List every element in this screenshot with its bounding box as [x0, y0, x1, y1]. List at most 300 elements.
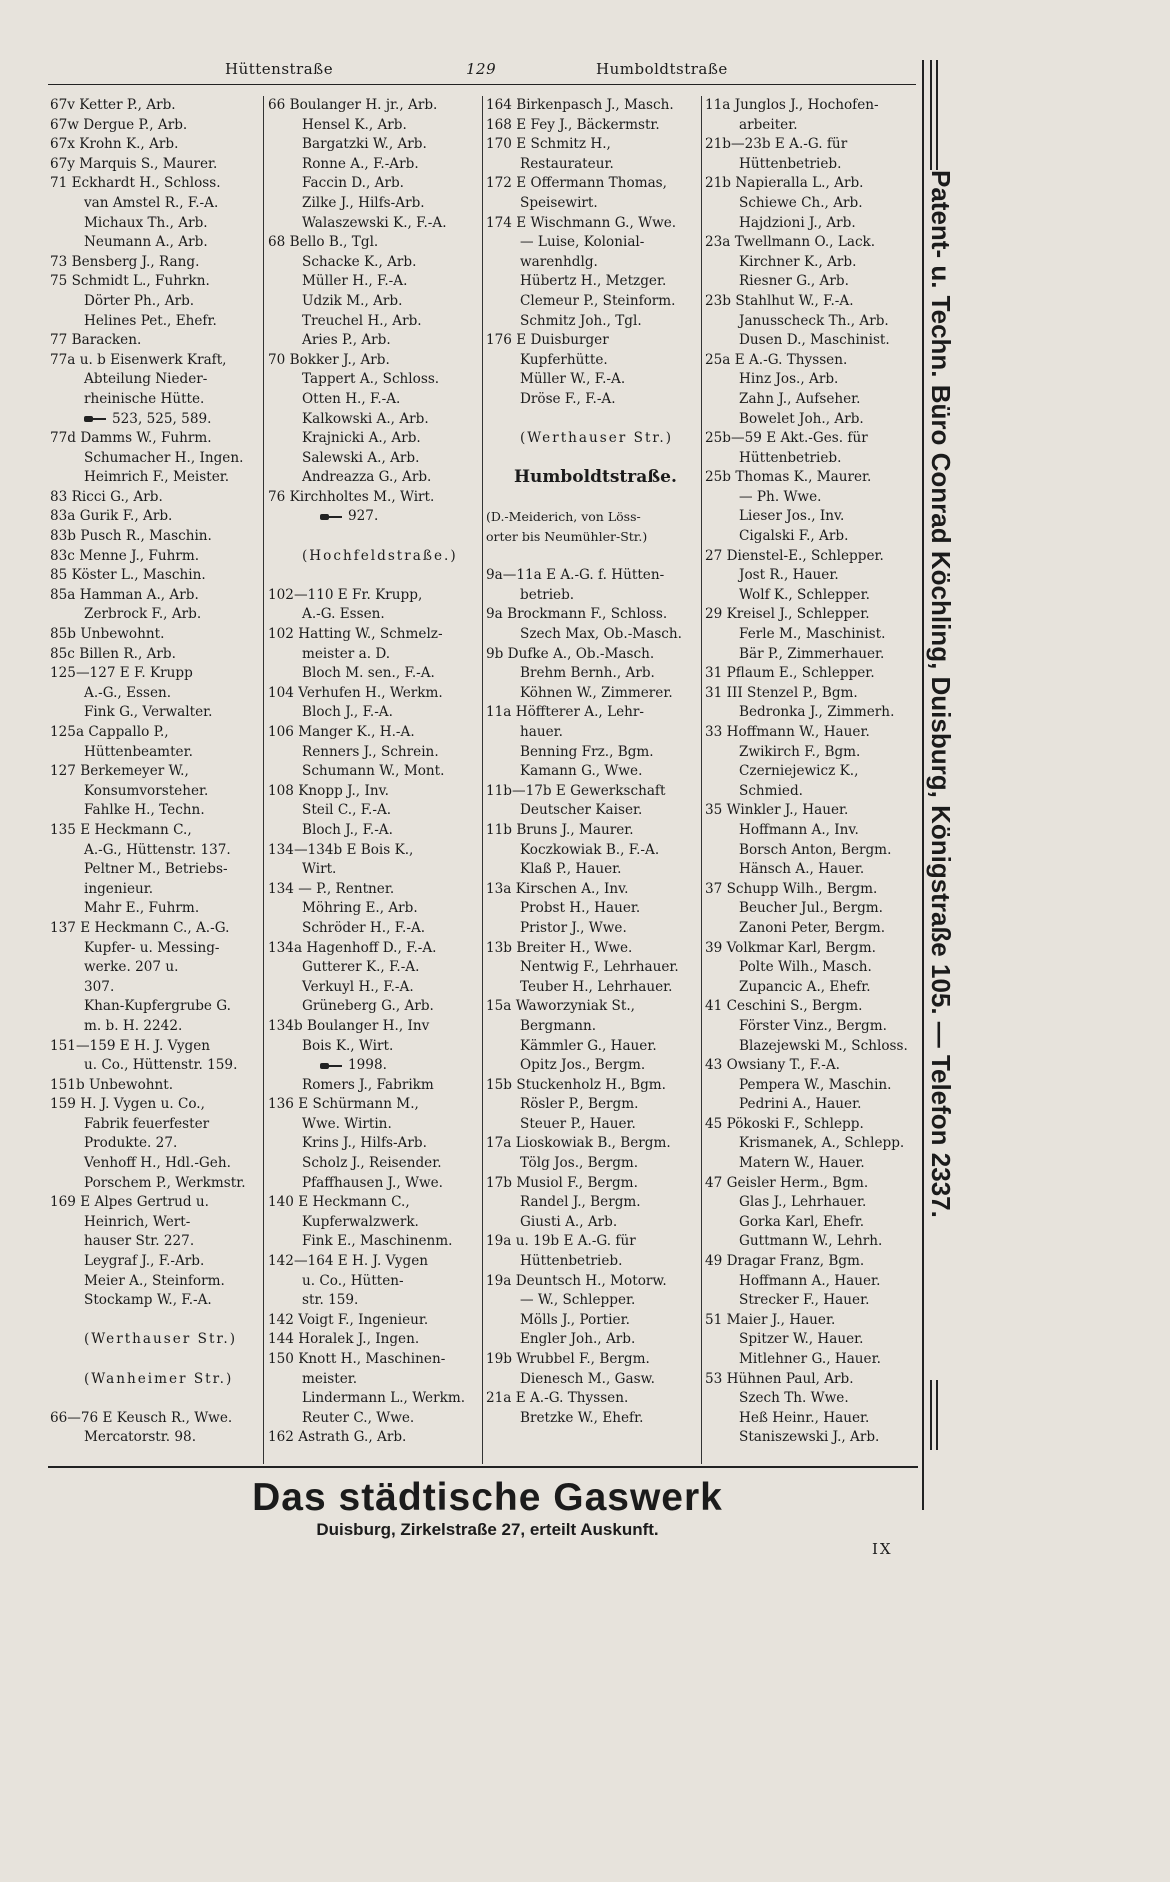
entry-text: Matern W., Hauer.: [739, 1155, 865, 1172]
blank-line: [268, 527, 480, 547]
entry-line: [486, 1252, 700, 1272]
entry-text: 66—76 E Keusch R., Wwe.: [50, 1409, 233, 1426]
entry-text: 43 Owsiany T., F.-A.: [705, 1057, 840, 1074]
entry-line: [268, 233, 480, 253]
column-divider: [263, 96, 264, 1464]
entry-line: [486, 429, 700, 449]
entry-text: Hüttenbeamter.: [84, 743, 193, 760]
entry-text: Bergmann.: [520, 1017, 597, 1034]
entry-line: [50, 116, 262, 136]
entry-line: [50, 1330, 262, 1350]
entry-text: 134a Hagenhoff D., F.-A.: [268, 939, 437, 956]
entry-line: [705, 978, 917, 998]
entry-line: [486, 821, 700, 841]
entry-text: Hänsch A., Hauer.: [739, 861, 865, 878]
entry-line: [268, 1134, 480, 1154]
entry-text: Blazejewski M., Schloss.: [739, 1037, 908, 1054]
entry-line: [268, 488, 480, 508]
entry-text: ingenieur.: [84, 880, 154, 897]
entry-text: Helines Pet., Ehefr.: [84, 312, 217, 329]
column-2: [268, 96, 480, 1448]
entry-line: [268, 468, 480, 488]
entry-text: Heinrich, Wert-: [84, 1213, 191, 1230]
entry-text: Steuer P., Hauer.: [520, 1115, 636, 1132]
entry-line: [268, 116, 480, 136]
entry-line: [50, 1056, 262, 1076]
entry-line: [705, 743, 917, 763]
entry-line: [50, 253, 262, 273]
entry-line: [268, 684, 480, 704]
column-3: [486, 96, 700, 1428]
page-number: 129: [466, 60, 497, 78]
entry-text: 11a Junglos J., Hochofen-: [705, 97, 879, 113]
entry-text: Zwikirch F., Bgm.: [739, 743, 861, 760]
header-rule: [48, 84, 916, 85]
side-border-line: [930, 60, 932, 170]
entry-line: [50, 1134, 262, 1154]
entry-text: 164 Birkenpasch J., Masch.: [486, 97, 674, 113]
entry-line: [486, 292, 700, 312]
entry-text: Borsch Anton, Bergm.: [739, 841, 892, 858]
entry-line: [486, 841, 700, 861]
entry-text: 927.: [348, 508, 379, 525]
entry-text: 134—134b E Bois K.,: [268, 841, 414, 858]
entry-line: [268, 1428, 480, 1448]
entry-text: 151—159 E H. J. Vygen: [50, 1037, 211, 1054]
entry-line: [50, 625, 262, 645]
entry-line: [705, 312, 917, 332]
entry-line: [705, 1213, 917, 1233]
entry-line: [705, 390, 917, 410]
advert-title: Das städtische Gaswerk: [252, 1476, 723, 1519]
entry-text: Schmied.: [739, 782, 803, 799]
entry-line: [268, 1017, 480, 1037]
entry-line: [268, 1330, 480, 1350]
entry-line: [705, 331, 917, 351]
entry-text: Humboldtstraße.: [514, 468, 677, 488]
entry-line: [486, 527, 700, 547]
entry-text: Kupfer- u. Messing-: [84, 939, 220, 956]
entry-line: [50, 978, 262, 998]
entry-text: A.-G., Hüttenstr. 137.: [84, 841, 231, 858]
entry-text: 15b Stuckenholz H., Bgm.: [486, 1076, 666, 1093]
entry-line: [486, 1213, 700, 1233]
entry-text: Kupferhütte.: [520, 351, 608, 368]
entry-text: 172 E Offermann Thomas,: [486, 175, 667, 192]
entry-line: [50, 96, 262, 116]
entry-line: [486, 782, 700, 802]
blank-line: [50, 1389, 262, 1409]
entry-text: Riesner G., Arb.: [739, 273, 849, 290]
entry-text: 170 E Schmitz H.,: [486, 136, 611, 153]
entry-line: [268, 899, 480, 919]
entry-text: 70 Bokker J., Arb.: [268, 351, 390, 368]
entry-text: Neumann A., Arb.: [84, 234, 208, 251]
entry-line: [50, 488, 262, 508]
entry-line: [50, 214, 262, 234]
entry-text: 31 III Stenzel P., Bgm.: [705, 684, 858, 701]
entry-line: [705, 449, 917, 469]
entry-text: 25b—59 E Akt.-Ges. für: [705, 430, 868, 447]
entry-text: Polte Wilh., Masch.: [739, 959, 872, 976]
entry-line: [268, 1174, 480, 1194]
entry-line: [50, 860, 262, 880]
entry-line: [268, 645, 480, 665]
entry-line: [486, 1095, 700, 1115]
entry-line: [705, 1291, 917, 1311]
entry-line: [50, 1291, 262, 1311]
entry-line: [50, 1115, 262, 1135]
entry-line: [50, 723, 262, 743]
entry-text: 53 Hühnen Paul, Arb.: [705, 1370, 854, 1387]
entry-line: [50, 880, 262, 900]
entry-text: A.-G., Essen.: [84, 684, 172, 701]
entry-text: 77d Damms W., Fuhrm.: [50, 430, 212, 447]
entry-line: [268, 880, 480, 900]
entry-line: [50, 743, 262, 763]
entry-text: Möhring E., Arb.: [302, 900, 418, 917]
blank-line: [486, 488, 700, 508]
entry-text: — W., Schlepper.: [520, 1292, 636, 1309]
entry-text: Rösler P., Bergm.: [520, 1096, 639, 1113]
entry-line: [50, 1213, 262, 1233]
side-border-line: [936, 1380, 938, 1450]
entry-line: [50, 1037, 262, 1057]
footer-page-number: IX: [872, 1540, 893, 1558]
blank-line: [486, 449, 700, 469]
entry-text: 21b Napieralla L., Arb.: [705, 175, 864, 192]
entry-text: Mitlehner G., Hauer.: [739, 1351, 881, 1367]
entry-text: 17a Lioskowiak B., Bergm.: [486, 1135, 671, 1152]
entry-line: [268, 1193, 480, 1213]
entry-text: Kalkowski A., Arb.: [302, 410, 429, 427]
entry-line: [705, 253, 917, 273]
entry-text: Schumann W., Mont.: [302, 763, 445, 780]
entry-text: Nentwig F., Lehrhauer.: [520, 959, 679, 976]
entry-text: Engler Joh., Arb.: [520, 1331, 636, 1348]
entry-text: Schmitz Joh., Tgl.: [520, 312, 642, 329]
entry-text: warenhdlg.: [520, 253, 598, 270]
entry-line: [268, 1076, 480, 1096]
entry-line: [50, 351, 262, 371]
entry-line: [50, 331, 262, 351]
entry-text: Dienesch M., Gasw.: [520, 1370, 655, 1387]
entry-line: [268, 605, 480, 625]
entry-line: [50, 762, 262, 782]
entry-line: [268, 1409, 480, 1429]
entry-text: Schiewe Ch., Arb.: [739, 194, 863, 211]
telephone-icon: [320, 1062, 344, 1070]
entry-line: [50, 645, 262, 665]
entry-line: [486, 312, 700, 332]
entry-text: 85c Billen R., Arb.: [50, 645, 176, 662]
entry-text: Schacke K., Arb.: [302, 253, 417, 270]
entry-line: [268, 1154, 480, 1174]
entry-line: [705, 488, 917, 508]
entry-line: [705, 1311, 917, 1331]
entry-line: [268, 214, 480, 234]
entry-text: Aries P., Arb.: [302, 332, 391, 349]
side-advert-text: Patent- u. Techn. Büro Conrad Köchling, Duisburg, Königstraße 105. — Telefon 2337.: [926, 170, 956, 1218]
entry-line: [486, 468, 700, 488]
entry-text: Kupferwalzwerk.: [302, 1213, 419, 1230]
entry-text: 83 Ricci G., Arb.: [50, 488, 163, 505]
entry-text: 85 Köster L., Maschin.: [50, 567, 206, 584]
entry-text: Wolf K., Schlepper.: [739, 586, 870, 603]
entry-text: Stockamp W., F.-A.: [84, 1292, 212, 1309]
entry-text: hauser Str. 227.: [84, 1233, 195, 1250]
entry-line: [486, 1350, 700, 1370]
entry-line: [705, 351, 917, 371]
entry-line: [50, 586, 262, 606]
entry-text: 85b Unbewohnt.: [50, 626, 165, 643]
entry-text: 102 Hatting W., Schmelz-: [268, 626, 443, 643]
entry-line: [50, 1076, 262, 1096]
entry-text: 23b Stahlhut W., F.-A.: [705, 292, 854, 309]
entry-line: [268, 841, 480, 861]
side-border-line: [930, 1380, 932, 1450]
entry-line: [705, 1095, 917, 1115]
entry-line: [268, 449, 480, 469]
entry-line: [705, 1115, 917, 1135]
entry-text: Peltner M., Betriebs-: [84, 861, 228, 878]
entry-text: 108 Knopp J., Inv.: [268, 782, 389, 799]
entry-line: [705, 1252, 917, 1272]
entry-line: [268, 1095, 480, 1115]
entry-text: 45 Pökoski F., Schlepp.: [705, 1115, 864, 1132]
entry-line: [705, 1428, 917, 1448]
entry-text: 150 Knott H., Maschinen-: [268, 1351, 446, 1367]
entry-text: 76 Kirchholtes M., Wirt.: [268, 488, 435, 505]
entry-text: 19a u. 19b E A.-G. für: [486, 1233, 636, 1250]
column-1: [50, 96, 262, 1448]
entry-text: Abteilung Nieder-: [84, 371, 208, 388]
entry-text: Hoffmann A., Hauer.: [739, 1272, 881, 1289]
entry-text: 67y Marquis S., Maurer.: [50, 155, 218, 172]
entry-text: 75 Schmidt L., Fuhrkn.: [50, 273, 210, 290]
entry-line: [50, 1154, 262, 1174]
entry-text: 47 Geisler Herm., Bgm.: [705, 1174, 869, 1191]
entry-line: [268, 1115, 480, 1135]
entry-line: [50, 899, 262, 919]
entry-text: Köhnen W., Zimmerer.: [520, 684, 673, 701]
entry-line: [486, 899, 700, 919]
entry-text: 83c Menne J., Fuhrm.: [50, 547, 200, 564]
entry-line: [486, 1017, 700, 1037]
entry-text: Zanoni Peter, Bergm.: [739, 919, 886, 936]
entry-line: [705, 782, 917, 802]
entry-text: Mölls J., Portier.: [520, 1311, 630, 1328]
entry-line: [486, 919, 700, 939]
entry-text: Wirt.: [302, 861, 337, 878]
entry-line: [268, 743, 480, 763]
entry-line: [268, 586, 480, 606]
entry-line: [50, 703, 262, 723]
entry-text: Meier A., Steinform.: [84, 1272, 225, 1289]
entry-line: [486, 880, 700, 900]
blank-line: [486, 547, 700, 567]
entry-line: [50, 1174, 262, 1194]
entry-line: [486, 645, 700, 665]
entry-line: [486, 351, 700, 371]
entry-text: 39 Volkmar Karl, Bergm.: [705, 939, 876, 956]
entry-text: 168 E Fey J., Bäckermstr.: [486, 116, 660, 133]
entry-text: Bargatzki W., Arb.: [302, 136, 427, 153]
entry-text: Probst H., Hauer.: [520, 900, 641, 917]
entry-line: [705, 468, 917, 488]
entry-line: [705, 1330, 917, 1350]
entry-text: 104 Verhufen H., Werkm.: [268, 684, 443, 701]
entry-text: Andreazza G., Arb.: [302, 469, 432, 486]
entry-text: Khan-Kupfergrube G.: [84, 998, 231, 1015]
entry-line: [705, 292, 917, 312]
entry-text: Lindermann L., Werkm.: [302, 1390, 466, 1407]
entry-line: [705, 625, 917, 645]
entry-line: [50, 997, 262, 1017]
entry-text: 135 E Heckmann C.,: [50, 821, 192, 838]
entry-line: [486, 1291, 700, 1311]
entry-line: [268, 1056, 480, 1076]
entry-text: 102—110 E Fr. Krupp,: [268, 586, 423, 603]
entry-line: [50, 664, 262, 684]
entry-text: Gutterer K., F.-A.: [302, 959, 420, 976]
entry-line: [486, 1154, 700, 1174]
entry-line: [268, 664, 480, 684]
header-left-street: Hüttenstraße: [225, 60, 334, 78]
entry-text: Konsumvorsteher.: [84, 782, 209, 799]
entry-text: Bowelet Joh., Arb.: [739, 410, 864, 427]
entry-text: Szech Th. Wwe.: [739, 1390, 849, 1407]
entry-text: 77 Baracken.: [50, 332, 142, 349]
entry-line: [268, 978, 480, 998]
entry-text: Tölg Jos., Bergm.: [520, 1155, 639, 1172]
entry-line: [268, 547, 480, 567]
entry-text: 144 Horalek J., Ingen.: [268, 1331, 420, 1348]
entry-line: [705, 194, 917, 214]
entry-line: [268, 1037, 480, 1057]
entry-text: 68 Bello B., Tgl.: [268, 234, 379, 251]
entry-text: 83a Gurik F., Arb.: [50, 508, 173, 525]
entry-line: [50, 527, 262, 547]
entry-line: [268, 135, 480, 155]
entry-text: Bär P., Zimmerhauer.: [739, 645, 885, 662]
entry-line: [486, 978, 700, 998]
entry-line: [50, 1095, 262, 1115]
blank-line: [268, 566, 480, 586]
entry-line: [486, 116, 700, 136]
entry-text: 85a Hamman A., Arb.: [50, 586, 199, 603]
entry-text: orter bis Neumühler-Str.): [486, 529, 648, 545]
entry-text: 169 E Alpes Gertrud u.: [50, 1194, 209, 1211]
entry-line: [268, 723, 480, 743]
entry-text: Ronne A., F.-Arb.: [302, 155, 419, 172]
entry-text: Krins J., Hilfs-Arb.: [302, 1135, 427, 1152]
entry-line: [268, 272, 480, 292]
entry-text: (Werthauser Str.): [520, 430, 674, 447]
entry-text: Heß Heinr., Hauer.: [739, 1409, 870, 1426]
entry-line: [486, 155, 700, 175]
entry-line: [705, 997, 917, 1017]
entry-line: [50, 919, 262, 939]
entry-text: Porschem P., Werkmstr.: [84, 1174, 246, 1191]
entry-text: 140 E Heckmann C.,: [268, 1194, 410, 1211]
entry-text: 37 Schupp Wilh., Bergm.: [705, 880, 878, 897]
entry-text: A.-G. Essen.: [302, 606, 385, 623]
entry-line: [268, 762, 480, 782]
entry-text: 11b—17b E Gewerkschaft: [486, 782, 666, 799]
entry-line: [50, 410, 262, 430]
entry-text: 9a Brockmann F., Schloss.: [486, 606, 668, 623]
entry-line: [50, 801, 262, 821]
entry-line: [705, 507, 917, 527]
entry-line: [268, 1370, 480, 1390]
entry-line: [705, 566, 917, 586]
entry-text: Walaszewski K., F.-A.: [302, 214, 447, 231]
entry-text: m. b. H. 2242.: [84, 1017, 183, 1034]
entry-line: [486, 958, 700, 978]
entry-line: [50, 566, 262, 586]
entry-text: Hübertz H., Metzger.: [520, 273, 667, 290]
entry-line: [50, 1409, 262, 1429]
telephone-icon: [320, 513, 344, 521]
entry-text: 176 E Duisburger: [486, 332, 609, 349]
entry-text: 127 Berkemeyer W.,: [50, 763, 189, 780]
entry-text: (D.-Meiderich, von Löss-: [486, 509, 641, 525]
entry-text: Renners J., Schrein.: [302, 743, 439, 760]
entry-line: [268, 782, 480, 802]
entry-line: [486, 664, 700, 684]
entry-text: Bloch J., F.-A.: [302, 704, 393, 721]
entry-text: Faccin D., Arb.: [302, 175, 404, 192]
entry-text: Glas J., Lehrhauer.: [739, 1194, 867, 1211]
entry-text: 162 Astrath G., Arb.: [268, 1429, 407, 1446]
entry-line: [705, 880, 917, 900]
entry-line: [705, 1154, 917, 1174]
entry-line: [268, 1272, 480, 1292]
blank-line: [50, 1350, 262, 1370]
entry-line: [50, 782, 262, 802]
entry-line: [486, 1056, 700, 1076]
entry-text: Treuchel H., Arb.: [302, 312, 422, 329]
entry-line: [705, 860, 917, 880]
entry-text: Mercatorstr. 98.: [84, 1429, 197, 1446]
entry-text: Teuber H., Lehrhauer.: [520, 978, 673, 995]
entry-text: — Ph. Wwe.: [739, 488, 822, 505]
entry-text: 21b—23b E A.-G. für: [705, 136, 848, 153]
entry-text: 134b Boulanger H., Inv: [268, 1017, 430, 1034]
entry-line: [705, 527, 917, 547]
entry-text: Kirchner K., Arb.: [739, 253, 857, 270]
entry-line: [50, 684, 262, 704]
entry-line: [705, 1350, 917, 1370]
entry-text: Bloch J., F.-A.: [302, 821, 393, 838]
entry-line: [705, 919, 917, 939]
entry-line: [50, 1017, 262, 1037]
entry-text: Jost R., Hauer.: [739, 567, 839, 584]
entry-line: [50, 449, 262, 469]
entry-line: [486, 586, 700, 606]
entry-line: [50, 292, 262, 312]
entry-text: Clemeur P., Steinform.: [520, 292, 676, 309]
entry-line: [486, 566, 700, 586]
entry-line: [268, 821, 480, 841]
entry-text: Giusti A., Arb.: [520, 1213, 618, 1230]
entry-line: [486, 96, 700, 116]
entry-line: [50, 468, 262, 488]
entry-text: Zerbrock F., Arb.: [84, 606, 202, 623]
entry-line: [268, 410, 480, 430]
entry-line: [50, 1370, 262, 1390]
